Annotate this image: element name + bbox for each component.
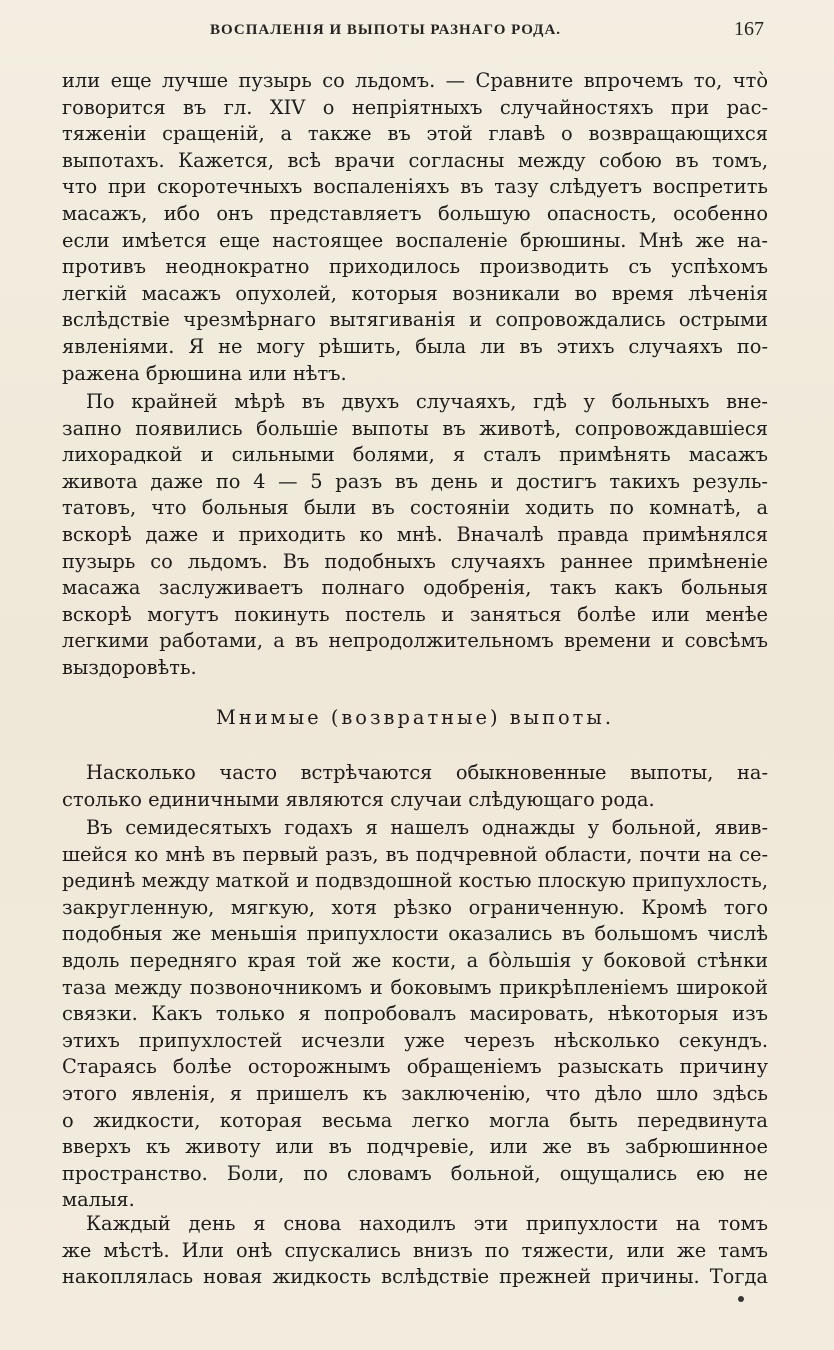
text-line: легкій масажъ опухолей, которыя возникали во время лѣченія bbox=[62, 281, 768, 305]
paragraph-4 bbox=[62, 815, 768, 1214]
text-line: тяженіи сращеній, а также въ этой главѣ о возвращающихся bbox=[62, 122, 768, 146]
text-line: подобныя же меньшія припухлости оказались въ большомъ числѣ bbox=[62, 922, 768, 946]
text-line: этого явленія, я пришелъ къ заключенію, что дѣло шло здѣсь bbox=[62, 1081, 768, 1105]
ink-speck bbox=[738, 1296, 744, 1302]
text-line: о жидкости, которая весьма легко могла быть передвинута bbox=[62, 1108, 768, 1132]
text-line: явленіями. Я не могу рѣшить, была ли въ этихъ случаяхъ по- bbox=[62, 334, 768, 358]
text-line: малыя. bbox=[62, 1188, 135, 1212]
text-line: Каждый день я снова находилъ эти припухлости на томъ bbox=[86, 1212, 768, 1235]
text-line: если имѣется еще настоящее воспаленіе брюшины. Мнѣ же на- bbox=[62, 228, 768, 252]
text-line: рединѣ между маткой и подвздошной костью плоскую припухлость, bbox=[62, 869, 768, 893]
text-line: вслѣдствіе чрезмѣрнаго вытягиванія и сопровождались острыми bbox=[62, 308, 768, 332]
text-line: Въ семидесятыхъ годахъ я нашелъ однажды у больной, явив- bbox=[86, 816, 768, 839]
text-line: вдоль передняго края той же кости, а бо̀льшія у боковой стѣнки bbox=[62, 948, 768, 972]
text-line: связки. Какъ только я попробовалъ масировать, нѣкоторыя изъ bbox=[62, 1002, 768, 1026]
text-line: противъ неоднократно приходилось производить съ успѣхомъ bbox=[62, 255, 768, 279]
text-line: же мѣстѣ. Или онѣ спускались внизъ по тяжести, или же тамъ bbox=[62, 1238, 768, 1262]
text-line: лихорадкой и сильными болями, я сталъ примѣнять масажъ bbox=[62, 443, 768, 467]
text-line: легкими работами, а въ непродолжительномъ времени и совсѣмъ bbox=[62, 629, 768, 653]
text-line: вверхъ къ животу или въ подчревіе, или же въ забрюшинное bbox=[62, 1135, 768, 1159]
text-line: таза между позвоночникомъ и боковымъ прикрѣпленіемъ широкой bbox=[62, 975, 768, 999]
text-line: масажа заслуживаетъ полнаго одобренія, такъ какъ больныя bbox=[62, 576, 768, 600]
text-line: Стараясь болѣе осторожнымъ обращеніемъ разыскать причину bbox=[62, 1055, 768, 1079]
paragraph-1 bbox=[62, 68, 768, 387]
text-line: говорится въ гл. XIV о непріятныхъ случайностяхъ при рас- bbox=[62, 95, 768, 119]
text-line: столько единичными являются случаи слѣдующаго рода. bbox=[62, 787, 655, 811]
paragraph-3 bbox=[62, 760, 768, 813]
running-title: ВОСПАЛЕНІЯ И ВЫПОТЫ РАЗНАГО РОДА. bbox=[210, 22, 562, 38]
text-line: шейся ко мнѣ въ первый разъ, въ подчревной области, почти на се- bbox=[62, 842, 768, 866]
text-line: По крайней мѣрѣ въ двухъ случаяхъ, гдѣ у больныхъ вне- bbox=[86, 390, 768, 413]
text-line: вскорѣ могутъ покинуть постель и заняться болѣе или менѣе bbox=[62, 602, 768, 626]
text-line: или еще лучше пузырь со льдомъ. — Сравните впрочемъ то, что̀ bbox=[62, 69, 768, 92]
text-line: пузырь со льдомъ. Въ подобныхъ случаяхъ раннее примѣненіе bbox=[62, 549, 768, 573]
text-line: пространство. Боли, по словамъ больной, ощущались ею не bbox=[62, 1161, 768, 1185]
text-line: закругленную, мягкую, хотя рѣзко ограниченную. Кромѣ того bbox=[62, 895, 768, 919]
text-line: что при скоротечныхъ воспаленіяхъ въ тазу слѣдуетъ воспретить bbox=[62, 175, 768, 199]
text-line: запно появились большіе выпоты въ животѣ, сопровождавшіеся bbox=[62, 416, 768, 440]
paragraph-2 bbox=[62, 389, 768, 682]
text-line: выздоровѣть. bbox=[62, 655, 197, 679]
text-line: татовъ, что больныя были въ состояніи ходить по комнатѣ, а bbox=[62, 496, 768, 520]
text-line: ражена брюшина или нѣтъ. bbox=[62, 361, 347, 385]
page-header bbox=[60, 18, 770, 46]
text-line: этихъ припухлостей исчезли уже черезъ нѣсколько секундъ. bbox=[62, 1028, 768, 1052]
text-line: живота даже по 4 — 5 разъ въ день и достигъ такихъ резуль- bbox=[62, 469, 768, 493]
text-line: Насколько часто встрѣчаются обыкновенные выпоты, на- bbox=[86, 761, 768, 784]
text-line: выпотахъ. Кажется, всѣ врачи согласны между собою въ томъ, bbox=[62, 148, 768, 172]
page-number: 167 bbox=[734, 18, 764, 40]
text-line: масажъ, ибо онъ представляетъ большую опасность, особенно bbox=[62, 201, 768, 225]
text-line: накоплялась новая жидкость вслѣдствіе прежней причины. Тогда bbox=[62, 1265, 768, 1289]
paragraph-5 bbox=[62, 1211, 768, 1291]
text-line: вскорѣ даже и приходить ко мнѣ. Вначалѣ правда примѣнялся bbox=[62, 522, 768, 546]
section-heading: Мнимые (возвратные) выпоты. bbox=[215, 706, 615, 729]
